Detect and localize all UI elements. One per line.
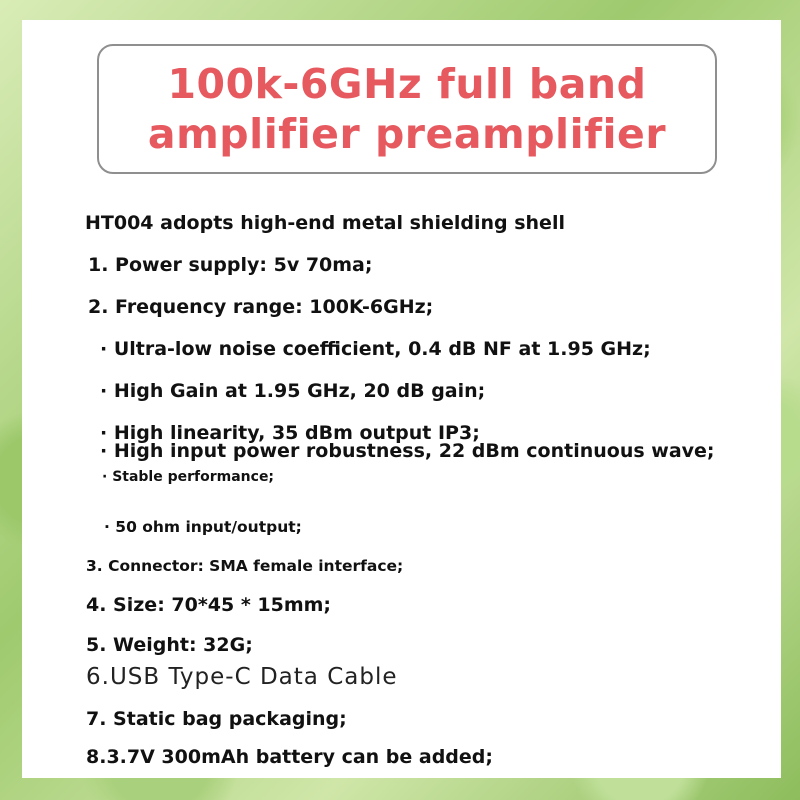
spec-weight: 5. Weight: 32G; bbox=[86, 634, 253, 656]
spec-stable-performance: · Stable performance; bbox=[102, 469, 275, 485]
spec-battery: 8.3.7V 300mAh battery can be added; bbox=[86, 746, 493, 768]
intro-text: HT004 adopts high-end metal shielding shell bbox=[85, 212, 565, 234]
spec-frequency-range: 2. Frequency range: 100K-6GHz; bbox=[88, 296, 434, 318]
spec-robustness: · High input power robustness, 22 dBm continuous wave; bbox=[100, 440, 715, 462]
product-spec-card bbox=[22, 20, 781, 778]
spec-list bbox=[22, 20, 781, 778]
title-line-1: 100k-6GHz full band bbox=[167, 60, 647, 108]
spec-noise-coefficient: · Ultra-low noise coefficient, 0.4 dB NF at 1.95 GHz; bbox=[100, 338, 651, 360]
spec-high-gain: · High Gain at 1.95 GHz, 20 dB gain; bbox=[100, 380, 486, 402]
title-line-2: amplifier preamplifier bbox=[147, 110, 667, 158]
spec-usb-cable: 6.USB Type-C Data Cable bbox=[86, 664, 398, 690]
spec-packaging: 7. Static bag packaging; bbox=[86, 708, 347, 730]
spec-size: 4. Size: 70*45 * 15mm; bbox=[86, 594, 332, 616]
spec-linearity: · High linearity, 35 dBm output IP3; bbox=[100, 422, 480, 444]
spec-impedance: · 50 ohm input/output; bbox=[104, 518, 302, 536]
spec-connector: 3. Connector: SMA female interface; bbox=[86, 557, 404, 575]
spec-power-supply: 1. Power supply: 5v 70ma; bbox=[88, 254, 373, 276]
